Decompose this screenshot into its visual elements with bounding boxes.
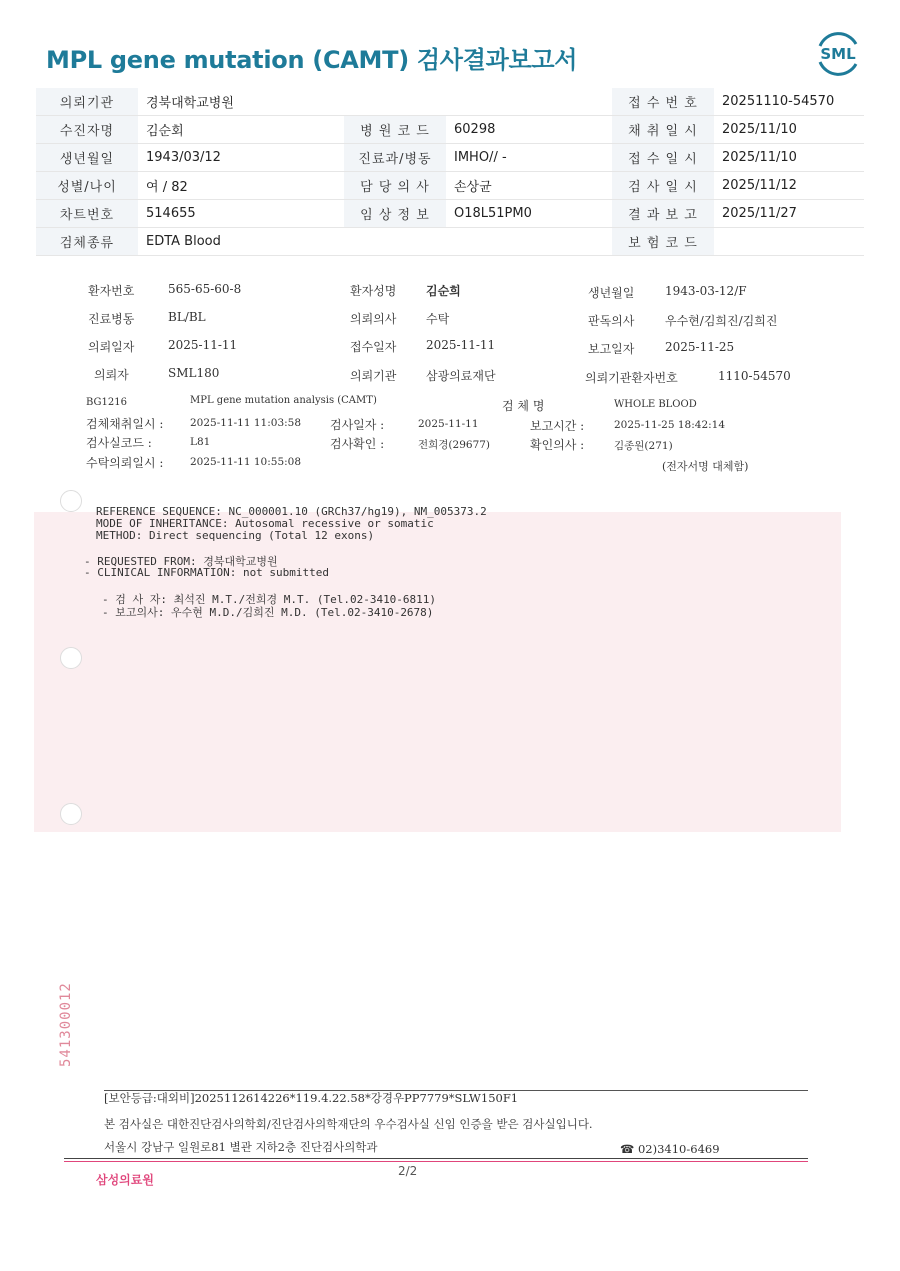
test-code: BG1216 — [86, 397, 127, 408]
scan-label: 진료병동 — [88, 312, 135, 326]
scan-value: BL/BL — [168, 310, 206, 324]
scan-value: 2025-11-25 — [665, 340, 735, 354]
header-row — [36, 116, 864, 144]
value-cell — [446, 88, 612, 116]
label-cell: 접 수 일 시 — [612, 144, 714, 172]
value-cell — [446, 228, 612, 256]
logo-text: SML — [820, 45, 856, 63]
value-cell: 1943/03/12 — [138, 144, 344, 172]
lab-code-value: L81 — [190, 436, 211, 448]
value-cell: O18L51PM0 — [446, 200, 612, 228]
report-title: MPL gene mutation (CAMT) 검사결과보고서 — [46, 46, 578, 74]
label-cell: 접 수 번 호 — [612, 88, 714, 116]
value-cell: 손상균 — [446, 172, 612, 200]
collect-value: 2025-11-11 11:03:58 — [190, 417, 302, 429]
scan-value: SML180 — [168, 366, 220, 380]
value-cell: 2025/11/27 — [714, 200, 864, 228]
header-row — [36, 172, 864, 200]
scan-label: 보고일자 — [588, 342, 635, 356]
scan-label: 의뢰기관 — [350, 369, 397, 383]
scan-value: 565-65-60-8 — [168, 282, 242, 296]
report-time-label: 보고시간 : — [530, 419, 585, 433]
label-cell: 채 취 일 시 — [612, 116, 714, 144]
patient-header-table — [36, 88, 864, 256]
value-cell: 2025/11/10 — [714, 144, 864, 172]
footer-divider — [64, 1158, 808, 1159]
value-cell: 경북대학교병원 — [138, 88, 344, 116]
lab-code-label: 검사실코드 : — [86, 436, 152, 450]
value-cell: 2025/11/12 — [714, 172, 864, 200]
report-requested: - REQUESTED FROM: 경북대학교병원 — [84, 555, 278, 568]
scan-value: 2025-11-11 — [426, 338, 496, 352]
address-text: 서울시 강남구 일원로81 별관 지하2층 진단검사의학과 — [104, 1140, 378, 1154]
security-line: [보안등급:대외비]2025112614226*119.4.22.58*강경우PP7779*SLW150F1 — [104, 1091, 519, 1105]
specimen-label: 검 체 명 — [502, 399, 545, 413]
value-cell: IMHO// - — [446, 144, 612, 172]
receive-label: 수탁의뢰일시 : — [86, 456, 164, 470]
label-cell — [344, 228, 446, 256]
label-cell: 진료과/병동 — [344, 144, 446, 172]
label-cell: 병 원 코 드 — [344, 116, 446, 144]
hospital-name: 삼성의료원 — [96, 1173, 154, 1187]
confirm-label: 검사확인 : — [330, 437, 385, 451]
label-cell: 검체종류 — [36, 228, 138, 256]
value-cell — [714, 228, 864, 256]
scan-value: 2025-11-11 — [168, 338, 238, 352]
scan-label: 환자성명 — [350, 284, 397, 298]
report-reference: REFERENCE SEQUENCE: NC_000001.10 (GRCh37/hg19), NM_005373.2 — [96, 505, 487, 518]
esign-note: (전자서명 대체함) — [662, 460, 749, 473]
value-cell: 김순회 — [138, 116, 344, 144]
scan-value: 우수현/김희진/김희진 — [665, 314, 778, 328]
label-cell: 담 당 의 사 — [344, 172, 446, 200]
receive-value: 2025-11-11 10:55:08 — [190, 456, 302, 468]
report-time-value: 2025-11-25 18:42:14 — [614, 419, 726, 431]
doctor-value: 김종원(271) — [614, 440, 673, 452]
header-row — [36, 228, 864, 256]
scan-value: 수탁 — [426, 312, 450, 326]
label-cell: 성별/나이 — [36, 172, 138, 200]
binder-hole — [60, 490, 82, 512]
value-cell: 20251110-54570 — [714, 88, 864, 116]
value-cell: EDTA Blood — [138, 228, 344, 256]
scan-value: 삼광의료재단 — [426, 369, 496, 383]
label-cell: 임 상 정 보 — [344, 200, 446, 228]
scan-label: 의뢰자 — [94, 368, 129, 382]
label-cell: 보 험 코 드 — [612, 228, 714, 256]
footer-divider-pink — [64, 1161, 808, 1162]
value-cell: 514655 — [138, 200, 344, 228]
label-cell: 결 과 보 고 — [612, 200, 714, 228]
report-clinical: - CLINICAL INFORMATION: not submitted — [84, 566, 330, 579]
header-row — [36, 144, 864, 172]
value-cell: 여 / 82 — [138, 172, 344, 200]
certification-text: 본 검사실은 대한진단검사의학회/진단검사의학재단의 우수검사실 신임 인증을 받은 검사실입니다. — [104, 1117, 593, 1131]
scan-label: 판독의사 — [588, 314, 635, 328]
phone-text: ☎ 02)3410-6469 — [620, 1142, 720, 1156]
label-cell: 수진자명 — [36, 116, 138, 144]
test-date-label: 검사일자 : — [330, 418, 385, 432]
report-examiner: - 검 사 자: 최석진 M.T./전희경 M.T. (Tel.02-3410-6811) — [102, 593, 437, 606]
sml-logo — [812, 30, 864, 76]
collect-label: 검체채취일시 : — [86, 417, 164, 431]
test-date-value: 2025-11-11 — [418, 418, 479, 430]
binder-hole — [60, 647, 82, 669]
value-cell: 60298 — [446, 116, 612, 144]
label-cell: 차트번호 — [36, 200, 138, 228]
scan-value: 1943-03-12/F — [665, 284, 747, 298]
scan-label: 접수일자 — [350, 340, 397, 354]
header-row — [36, 200, 864, 228]
scan-label: 의뢰기관환자번호 — [585, 371, 678, 385]
scan-value: 1110-54570 — [718, 369, 791, 383]
label-cell — [344, 88, 446, 116]
scan-label: 의뢰의사 — [350, 312, 397, 326]
scan-label: 환자번호 — [88, 284, 135, 298]
vertical-document-code: 541300012 — [58, 982, 74, 1068]
confirm-value: 전희경(29677) — [418, 439, 491, 451]
label-cell: 생년월일 — [36, 144, 138, 172]
scan-label: 생년월일 — [588, 286, 635, 300]
header-row — [36, 88, 864, 116]
page-number: 2/2 — [398, 1164, 418, 1178]
label-cell: 의뢰기관 — [36, 88, 138, 116]
value-cell: 2025/11/10 — [714, 116, 864, 144]
test-name: MPL gene mutation analysis (CAMT) — [190, 395, 377, 406]
binder-hole — [60, 803, 82, 825]
report-method: METHOD: Direct sequencing (Total 12 exons) — [96, 529, 375, 542]
doctor-label: 확인의사 : — [530, 438, 585, 452]
label-cell: 검 사 일 시 — [612, 172, 714, 200]
scan-value: 김순희 — [426, 284, 461, 298]
scan-label: 의뢰일자 — [88, 340, 135, 354]
report-physician: - 보고의사: 우수현 M.D./김희진 M.D. (Tel.02-3410-2678) — [102, 606, 434, 619]
report-inheritance: MODE OF INHERITANCE: Autosomal recessive or somatic — [96, 517, 434, 530]
specimen-value: WHOLE BLOOD — [614, 399, 697, 410]
